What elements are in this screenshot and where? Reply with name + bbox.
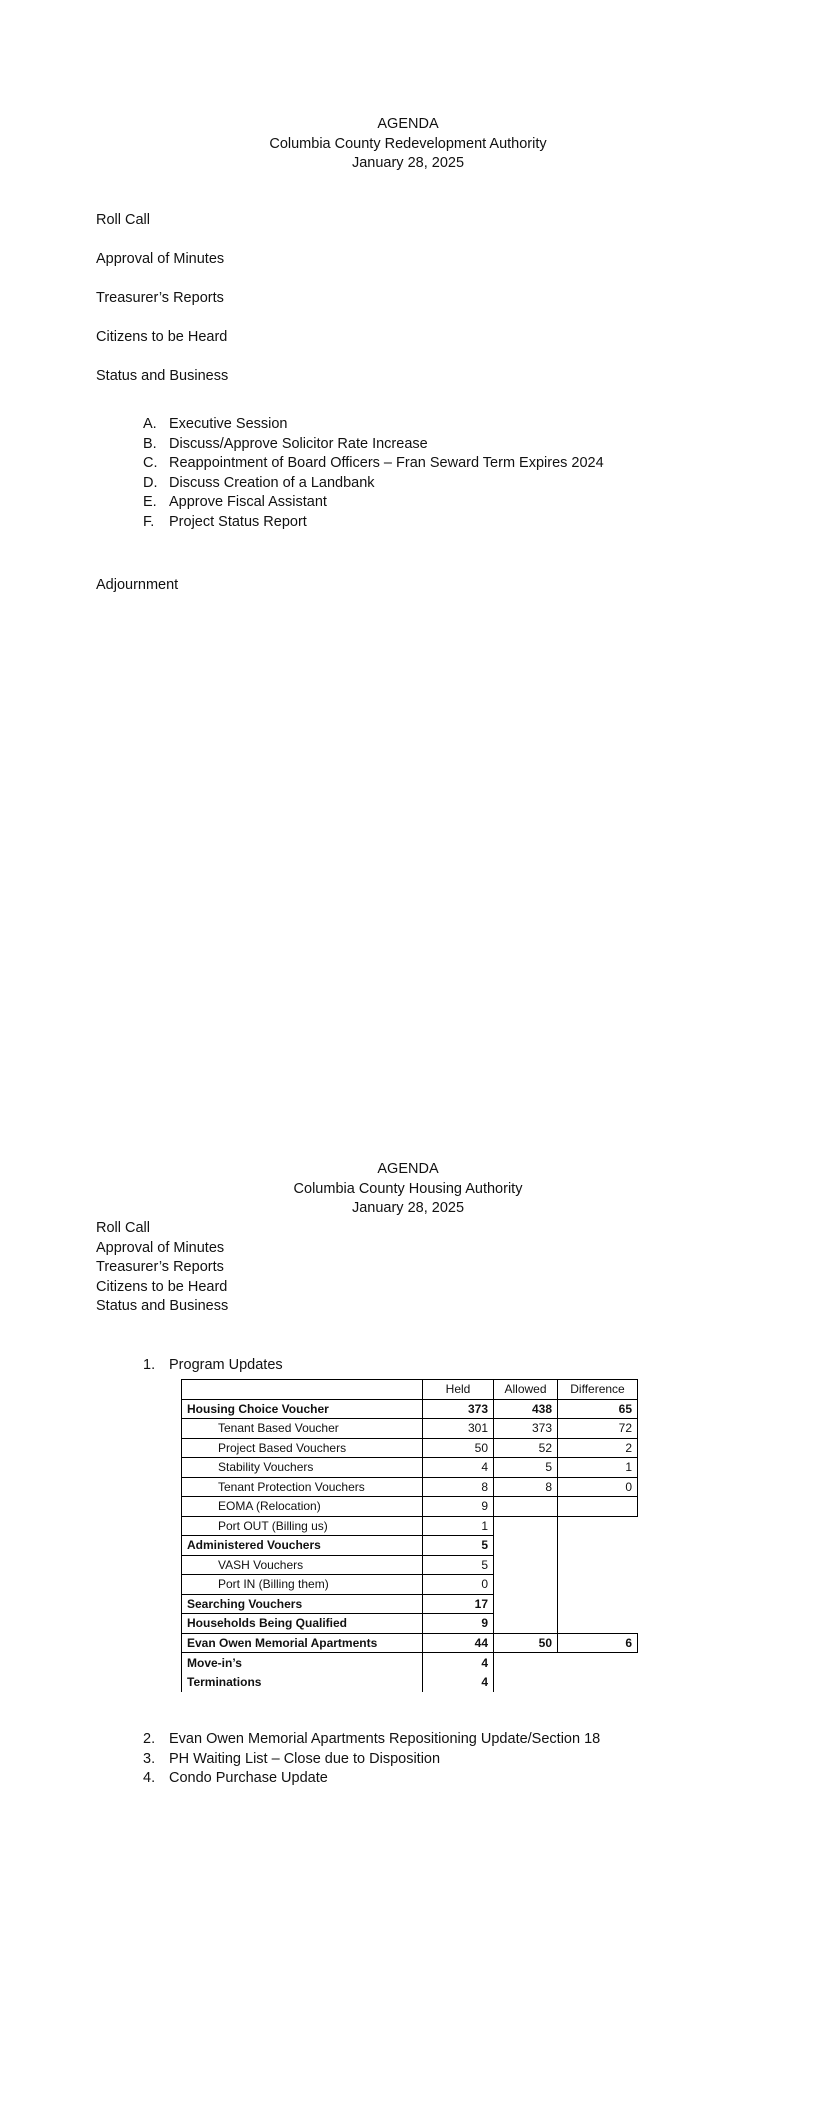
held-value: 50 — [423, 1438, 494, 1458]
list-item-text: Executive Session — [169, 416, 288, 432]
agenda-header — [0, 115, 816, 174]
list-item-text: Approve Fiscal Assistant — [169, 494, 327, 511]
list-item-text: Discuss/Approve Solicitor Rate Increase — [169, 435, 428, 452]
difference-value: 0 — [558, 1477, 638, 1497]
allowed-value: 373 — [494, 1419, 558, 1439]
table-row — [182, 1477, 638, 1497]
list-marker: A. — [143, 416, 157, 432]
row-label: Households Being Qualified — [182, 1614, 423, 1634]
held-value: 4 — [423, 1653, 494, 1673]
agenda-item-approval-of-minutes: Approval of Minutes — [96, 1239, 225, 1256]
row-label: VASH Vouchers — [182, 1555, 423, 1575]
agenda-item-adjournment: Adjournment — [96, 577, 179, 593]
allowed-value: 52 — [494, 1438, 558, 1458]
table-row — [182, 1633, 638, 1653]
row-label: EOMA (Relocation) — [182, 1497, 423, 1517]
list-marker: 3. — [143, 1750, 156, 1767]
held-value: 0 — [423, 1575, 494, 1595]
held-value: 17 — [423, 1594, 494, 1614]
row-label: Port OUT (Billing us) — [182, 1516, 423, 1536]
table-row — [182, 1438, 638, 1458]
list-item-text: Discuss Creation of a Landbank — [169, 474, 375, 491]
list-item-text: Project Status Report — [169, 513, 307, 530]
program-updates-table — [181, 1379, 638, 1692]
row-label: Project Based Vouchers — [182, 1438, 423, 1458]
empty-cell — [494, 1672, 558, 1692]
empty-cell — [558, 1653, 638, 1673]
list-marker: E. — [143, 494, 157, 511]
column-header-allowed: Allowed — [494, 1380, 558, 1400]
table-header-row — [182, 1380, 638, 1400]
row-label: Searching Vouchers — [182, 1594, 423, 1614]
agenda-item-citizens-to-be-heard: Citizens to be Heard — [96, 329, 228, 345]
row-label: Evan Owen Memorial Apartments — [182, 1633, 423, 1653]
agenda-heading: AGENDA — [377, 1161, 439, 1177]
empty-cell — [494, 1516, 558, 1633]
table-row — [182, 1458, 638, 1478]
column-header-held: Held — [423, 1380, 494, 1400]
held-value: 8 — [423, 1477, 494, 1497]
list-marker: 2. — [143, 1731, 156, 1747]
row-label: Tenant Protection Vouchers — [182, 1477, 423, 1497]
list-item-text: Program Updates — [169, 1357, 283, 1373]
housing-agenda-page — [0, 1056, 816, 2112]
held-value: 5 — [423, 1536, 494, 1556]
agenda-items — [96, 1219, 228, 1317]
organization-name: Columbia County Housing Authority — [293, 1180, 523, 1197]
list-marker: F. — [143, 513, 155, 530]
agenda-item-treasurers-reports: Treasurer’s Reports — [96, 1259, 224, 1275]
list-marker: 4. — [143, 1770, 156, 1787]
held-value: 373 — [423, 1399, 494, 1419]
held-value: 44 — [423, 1633, 494, 1653]
allowed-value: 438 — [494, 1399, 558, 1419]
row-label: Housing Choice Voucher — [182, 1399, 423, 1419]
agenda-item-status-and-business: Status and Business — [96, 368, 229, 384]
row-label: Terminations — [182, 1672, 423, 1692]
table-row — [182, 1419, 638, 1439]
column-header-difference: Difference — [558, 1380, 638, 1400]
meeting-date: January 28, 2025 — [351, 1200, 465, 1216]
row-label: Move-in’s — [182, 1653, 423, 1673]
organization-name: Columbia County Redevelopment Authority — [269, 135, 547, 152]
held-value: 9 — [423, 1497, 494, 1517]
table-row — [182, 1516, 638, 1536]
agenda-heading: AGENDA — [377, 116, 439, 132]
agenda-item-treasurers-reports: Treasurer’s Reports — [96, 290, 224, 306]
table-row — [182, 1497, 638, 1517]
list-item-text: PH Waiting List – Close due to Disposition — [169, 1750, 441, 1767]
difference-value: 6 — [558, 1633, 638, 1653]
difference-value: 72 — [558, 1419, 638, 1439]
list-marker: 1. — [143, 1357, 156, 1373]
row-label: Port IN (Billing them) — [182, 1575, 423, 1595]
agenda-item-status-and-business: Status and Business — [96, 1298, 229, 1314]
list-item-text: Evan Owen Memorial Apartments Repositioning Update/Section 18 — [169, 1731, 601, 1747]
agenda-header — [0, 1160, 816, 1219]
held-value: 4 — [423, 1458, 494, 1478]
agenda-item-approval-of-minutes: Approval of Minutes — [96, 251, 225, 267]
meeting-date: January 28, 2025 — [351, 155, 465, 171]
table-header-blank — [182, 1380, 423, 1400]
empty-cell — [494, 1497, 558, 1517]
empty-cell — [494, 1653, 558, 1673]
list-marker: B. — [143, 435, 157, 452]
allowed-value: 5 — [494, 1458, 558, 1478]
allowed-value: 50 — [494, 1633, 558, 1653]
difference-value: 2 — [558, 1438, 638, 1458]
row-label: Administered Vouchers — [182, 1536, 423, 1556]
held-value: 5 — [423, 1555, 494, 1575]
held-value: 1 — [423, 1516, 494, 1536]
empty-cell — [558, 1672, 638, 1692]
list-marker: D. — [143, 474, 158, 491]
table-row — [182, 1399, 638, 1419]
empty-cell — [558, 1516, 638, 1633]
empty-cell — [558, 1497, 638, 1517]
agenda-item-roll-call: Roll Call — [96, 1220, 150, 1236]
held-value: 9 — [423, 1614, 494, 1634]
held-value: 301 — [423, 1419, 494, 1439]
list-item-text: Condo Purchase Update — [169, 1770, 328, 1787]
difference-value: 65 — [558, 1399, 638, 1419]
difference-value: 1 — [558, 1458, 638, 1478]
row-label: Tenant Based Voucher — [182, 1419, 423, 1439]
table-row — [182, 1672, 638, 1692]
table-row — [182, 1653, 638, 1673]
agenda-item-citizens-to-be-heard: Citizens to be Heard — [96, 1278, 228, 1295]
held-value: 4 — [423, 1672, 494, 1692]
agenda-item-roll-call: Roll Call — [96, 212, 150, 228]
list-marker: C. — [143, 455, 158, 472]
allowed-value: 8 — [494, 1477, 558, 1497]
row-label: Stability Vouchers — [182, 1458, 423, 1478]
list-item-text: Reappointment of Board Officers – Fran Seward Term Expires 2024 — [169, 455, 604, 472]
